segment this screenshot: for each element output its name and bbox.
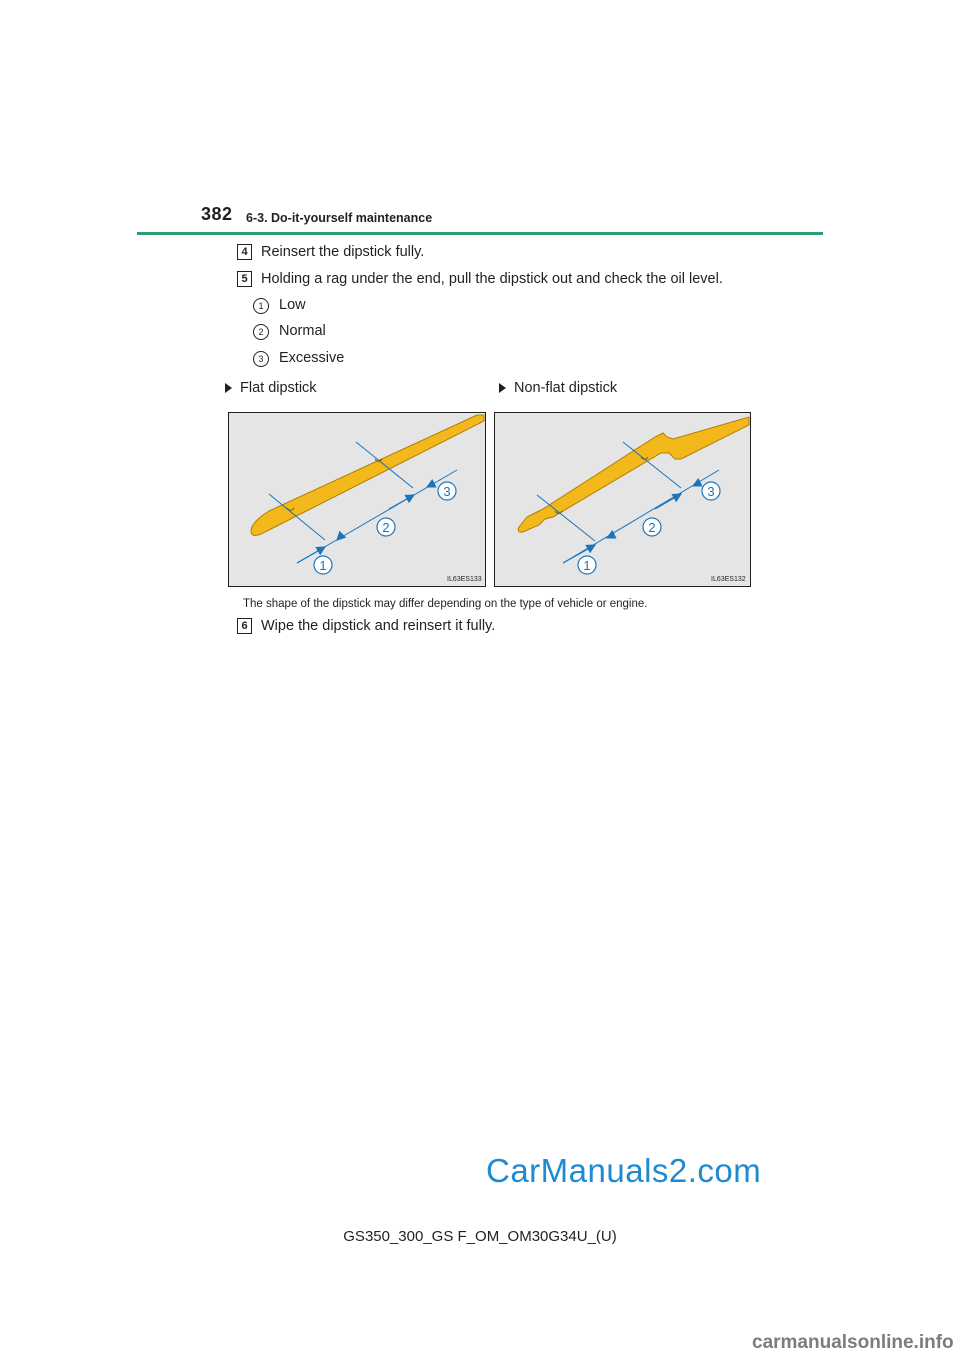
level-label-normal: Normal xyxy=(279,323,326,339)
figure-nonflat-dipstick xyxy=(494,412,751,587)
callout-3 xyxy=(702,482,720,500)
level-number-3: 3 xyxy=(253,351,269,367)
svg-text:1: 1 xyxy=(583,558,591,573)
figure-title-nonflat xyxy=(499,380,617,396)
callout-2 xyxy=(643,518,661,536)
figure-title-flat-text: Flat dipstick xyxy=(240,380,317,396)
level-number-1: 1 xyxy=(253,298,269,314)
figure-title-nonflat-text: Non-flat dipstick xyxy=(514,380,618,396)
svg-text:2: 2 xyxy=(648,520,656,535)
step-5-text: Holding a rag under the end, pull the dipstick out and check the oil level. xyxy=(261,271,723,287)
page-number: 382 xyxy=(201,204,233,224)
watermark-logo: CarManuals2.com xyxy=(486,1152,762,1189)
level-number-2: 2 xyxy=(253,324,269,340)
svg-text:1: 1 xyxy=(319,558,327,573)
flat-dipstick-shape xyxy=(251,415,484,536)
flat-dipstick-illustration xyxy=(229,413,485,586)
figure-caption: The shape of the dipstick may differ depending on the type of vehicle or engine. xyxy=(243,598,648,610)
figure-flat-dipstick xyxy=(228,412,486,587)
step-number-4: 4 xyxy=(237,244,252,260)
figure-title-flat xyxy=(225,380,317,396)
svg-text:3: 3 xyxy=(443,484,451,499)
triangle-bullet-icon xyxy=(499,383,506,393)
level-label-excessive: Excessive xyxy=(279,350,345,366)
level-label-low: Low xyxy=(279,297,306,313)
figure-code: IL63ES133 xyxy=(447,576,482,583)
svg-text:3: 3 xyxy=(707,484,715,499)
step-6-text: Wipe the dipstick and reinsert it fully. xyxy=(261,618,496,634)
section-title: 6-3. Do-it-yourself maintenance xyxy=(246,211,433,225)
callout-3 xyxy=(438,482,456,500)
callout-1 xyxy=(314,556,332,574)
nonflat-dipstick-shape xyxy=(518,417,749,532)
step-4-text: Reinsert the dipstick fully. xyxy=(261,244,425,260)
document-footer: GS350_300_GS F_OM_OM30G34U_(U) xyxy=(343,1228,617,1245)
callout-2 xyxy=(377,518,395,536)
watermark-secondary: carmanualsonline.info xyxy=(752,1332,954,1353)
header-rule xyxy=(137,232,823,235)
nonflat-dipstick-illustration xyxy=(495,413,750,586)
step-number-6: 6 xyxy=(237,618,252,634)
figure-code: IL63ES132 xyxy=(711,576,746,583)
svg-text:2: 2 xyxy=(382,520,390,535)
callout-1 xyxy=(578,556,596,574)
step-number-5: 5 xyxy=(237,271,252,287)
triangle-bullet-icon xyxy=(225,383,232,393)
